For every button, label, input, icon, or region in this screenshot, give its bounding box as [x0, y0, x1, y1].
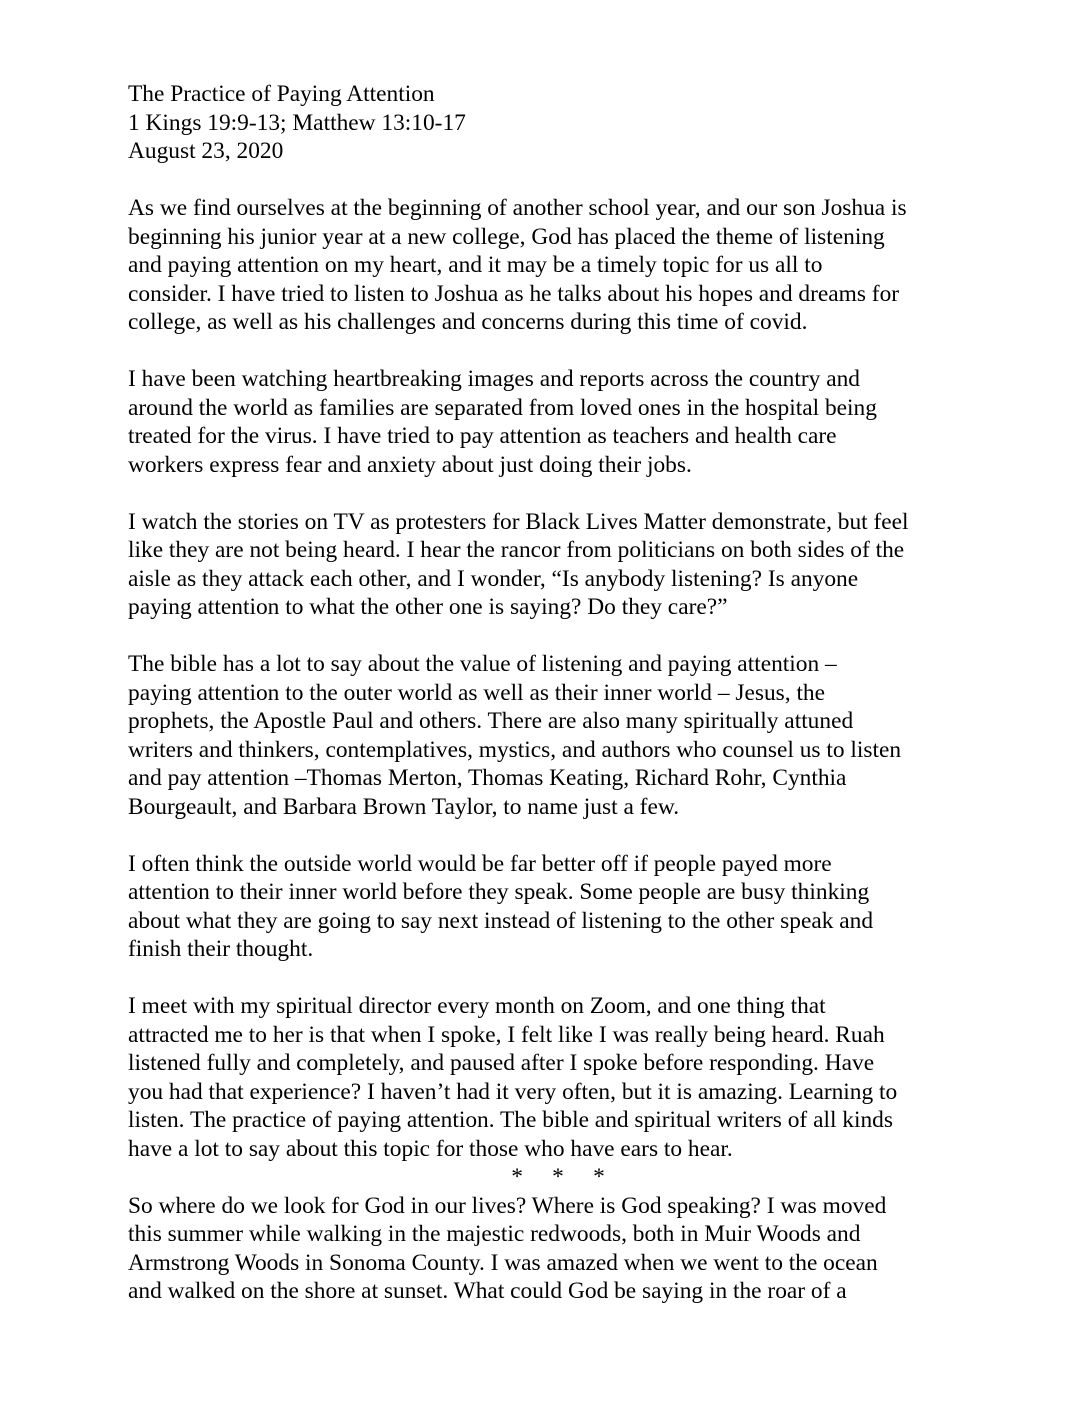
paragraph-line: and paying attention on my heart, and it may be a timely topic for us all to — [128, 252, 823, 278]
paragraph-line: consider. I have tried to listen to Joshua as he talks about his hopes and dreams for — [128, 280, 900, 307]
paragraph-line: prophets, the Apostle Paul and others. There are also many spiritually attuned — [128, 708, 854, 734]
sermon-title: The Practice of Paying Attention — [128, 81, 435, 107]
paragraph-3 — [128, 508, 988, 622]
scripture-reference: 1 Kings 19:9-13; Matthew 13:10-17 — [128, 109, 466, 136]
section-divider: * * * — [511, 1164, 605, 1190]
paragraph-line: I meet with my spiritual director every month on Zoom, and one thing that — [128, 993, 826, 1019]
paragraph-line: have a lot to say about this topic for those who have ears to hear. — [128, 1135, 733, 1162]
paragraph-line: writers and thinkers, contemplatives, mystics, and authors who counsel us to listen — [128, 736, 902, 763]
paragraph-line: and pay attention –Thomas Merton, Thomas Keating, Richard Rohr, Cynthia — [128, 765, 847, 791]
paragraph-line: As we find ourselves at the beginning of another school year, and our son Joshua is — [128, 195, 907, 221]
paragraph-line: this summer while walking in the majestic redwoods, both in Muir Woods and — [128, 1221, 861, 1247]
paragraph-line: paying attention to what the other one is saying? Do they care?” — [128, 594, 728, 620]
paragraph-line: listen. The practice of paying attention. The bible and spiritual writers of all kinds — [128, 1107, 893, 1133]
paragraph-line: treated for the virus. I have tried to pay attention as teachers and health care — [128, 423, 837, 449]
paragraph-line: I have been watching heartbreaking images and reports across the country and — [128, 366, 860, 392]
paragraph-line: Bourgeault, and Barbara Brown Taylor, to name just a few. — [128, 793, 680, 820]
paragraph-5 — [128, 850, 988, 964]
sermon-header — [128, 80, 988, 166]
paragraph-line: Armstrong Woods in Sonoma County. I was amazed when we went to the ocean — [128, 1249, 878, 1276]
paragraph-line: college, as well as his challenges and concerns during this time of covid. — [128, 309, 808, 335]
paragraph-line: aisle as they attack each other, and I wonder, “Is anybody listening? Is anyone — [128, 565, 859, 592]
paragraph-line: listened fully and completely, and paused after I spoke before responding. Have — [128, 1050, 875, 1076]
paragraph-line: So where do we look for God in our lives? Where is God speaking? I was moved — [128, 1192, 887, 1219]
paragraph-line: paying attention to the outer world as well as their inner world – Jesus, the — [128, 679, 826, 706]
document-page — [128, 80, 988, 1306]
paragraph-line: The bible has a lot to say about the value of listening and paying attention – — [128, 651, 837, 677]
paragraph-4 — [128, 650, 988, 821]
paragraph-line: workers express fear and anxiety about just doing their jobs. — [128, 451, 692, 478]
paragraph-line: you had that experience? I haven’t had it very often, but it is amazing. Learning to — [128, 1078, 898, 1105]
paragraph-line: and walked on the shore at sunset. What could God be saying in the roar of a — [128, 1278, 847, 1304]
paragraph-line: around the world as families are separated from loved ones in the hospital being — [128, 394, 877, 421]
paragraph-line: beginning his junior year at a new college, God has placed the theme of listening — [128, 223, 885, 250]
paragraph-6 — [128, 992, 988, 1163]
paragraph-line: attracted me to her is that when I spoke, I felt like I was really being heard. Ruah — [128, 1021, 885, 1048]
paragraph-line: attention to their inner world before they speak. Some people are busy thinking — [128, 879, 870, 905]
paragraph-line: I often think the outside world would be far better off if people payed more — [128, 850, 832, 877]
paragraph-line: about what they are going to say next instead of listening to the other speak and — [128, 907, 874, 934]
paragraph-line: finish their thought. — [128, 936, 314, 962]
paragraph-line: like they are not being heard. I hear the rancor from politicians on both sides of the — [128, 537, 905, 563]
paragraph-line: I watch the stories on TV as protesters for Black Lives Matter demonstrate, but feel — [128, 508, 909, 535]
sermon-date: August 23, 2020 — [128, 138, 284, 164]
paragraph-1 — [128, 194, 988, 337]
paragraph-7 — [128, 1192, 988, 1306]
paragraph-2 — [128, 365, 988, 479]
